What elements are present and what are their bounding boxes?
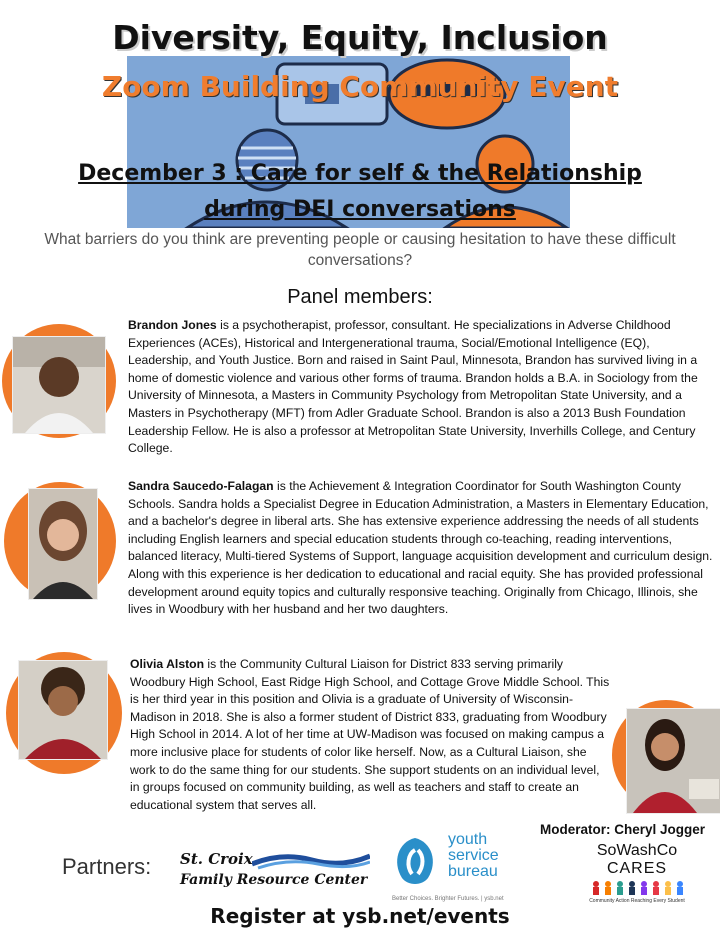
- brandon-jones-photo: [12, 336, 106, 434]
- cares-text: CARES: [606, 860, 668, 877]
- moderator-label: Moderator: Cheryl Jogger: [540, 822, 706, 837]
- youth-service-bureau-logo: [392, 832, 522, 908]
- wave-icon: [252, 852, 370, 870]
- panel-heading: Panel members:: [287, 286, 433, 308]
- bio-olivia-alston: [130, 656, 610, 814]
- st-croix-logo-text-2: Family Resource Center: [180, 872, 368, 888]
- event-subtitle: Zoom Building Community Event: [101, 70, 619, 103]
- member-name: Brandon Jones: [128, 318, 217, 332]
- ysb-word-bureau: bureau: [448, 863, 498, 880]
- member-bio: is the Achievement & Integration Coordinator for South Washington County Schools. Sandra holds a Specialist Degree in Education Administration, a Masters in Elementary Education, and a bachelor's degree in liberal arts. She has extensive experience addressing the needs of all students including English learners and special education students through co-teaching, reading interventions, balanced literacy, Multi-tiered Systems of Support, language acquisition development and curriculum design. Along with this experience is her dedication to educational and racial equity. She has provided professional development around equity topics and culturally responsive teaching. Originally from Chicago, Illinois, she lives in Woodbury with her husband and her two daughters.: [128, 479, 713, 617]
- hands-icon: [392, 834, 438, 888]
- ysb-logo-text: [448, 832, 499, 880]
- member-bio: is the Community Cultural Liaison for District 833 serving primarily Woodbury High School, East Ridge High School, and Cottage Grove Middle School. This is her third year in this position and Olivia is a graduate of University of Wisconsin-Madison in 2018. She is also a former student of District 833, graduating from Woodbury High School in 2014. A lot of her time at UW-Madison was focused on making campus a more inclusive place for students of color like herself. Now, as a Cultural Liaison, she work to do the same thing for our students. She support students on an individual level, in groups focused on community building, as well as teachers and staff to create an educational system that serves all.: [130, 657, 610, 812]
- portrait-icon: [19, 661, 107, 759]
- event-title: Diversity, Equity, Inclusion: [112, 18, 608, 57]
- sandra-saucedo-falagan-photo: [28, 488, 98, 600]
- member-name: Sandra Saucedo-Falagan: [128, 479, 274, 493]
- sowashco-cares-logo: [582, 842, 692, 908]
- ysb-tagline: Better Choices. Brighter Futures. | ysb.net: [392, 896, 504, 902]
- register-link[interactable]: Register at ysb.net/events: [210, 904, 510, 928]
- sowashco-tagline: Community Action Reaching Every Student: [589, 898, 685, 904]
- st-croix-logo: [180, 850, 370, 894]
- session-date-line-1: December 3 : Care for self & the Relationship: [78, 161, 642, 186]
- bio-brandon-jones: [128, 317, 716, 458]
- portrait-icon: [627, 709, 720, 813]
- ysb-word-service: service: [448, 847, 499, 864]
- partners-label: Partners:: [62, 854, 152, 879]
- portrait-icon: [29, 489, 97, 599]
- session-date-title: [60, 156, 660, 228]
- people-chain-icon: [590, 880, 684, 896]
- member-name: Olivia Alston: [130, 657, 205, 671]
- cheryl-jogger-photo: [626, 708, 720, 814]
- session-date-line-2: during DEI conversations: [204, 197, 516, 222]
- bio-sandra-saucedo-falagan: [128, 478, 718, 619]
- member-bio: is a psychotherapist, professor, consultant. He specializations in Adverse Childhood Experiences (ACEs), Historical and Intergenerational trauma, Social/Emotional Intelligence (EQ), Leadership, and Youth Justice. Born and raised in Saint Paul, Minnesota, Brandon has survived living in a home of domestic violence and various other forms of trauma. Brandon holds a B.A. in Sociology from the University of Minnesota, a Masters in Community Psychology from Metropolitan State University, and a Masters in Psychotherapy (MFT) from Adler Graduate School. Brandon is also a 2013 Bush Foundation Leadership Fellow. He is also a professor at Metropolitan State University, Inverhills College, and Century College.: [128, 318, 698, 456]
- discussion-question: What barriers do you think are preventing people or causing hesitation to have these difficult conversations?: [44, 231, 676, 269]
- sowashco-text: SoWashCo: [596, 842, 678, 859]
- olivia-alston-photo: [18, 660, 108, 760]
- st-croix-logo-text-1: St. Croix: [180, 850, 253, 868]
- portrait-icon: [13, 337, 105, 433]
- ysb-word-youth: youth: [448, 831, 488, 848]
